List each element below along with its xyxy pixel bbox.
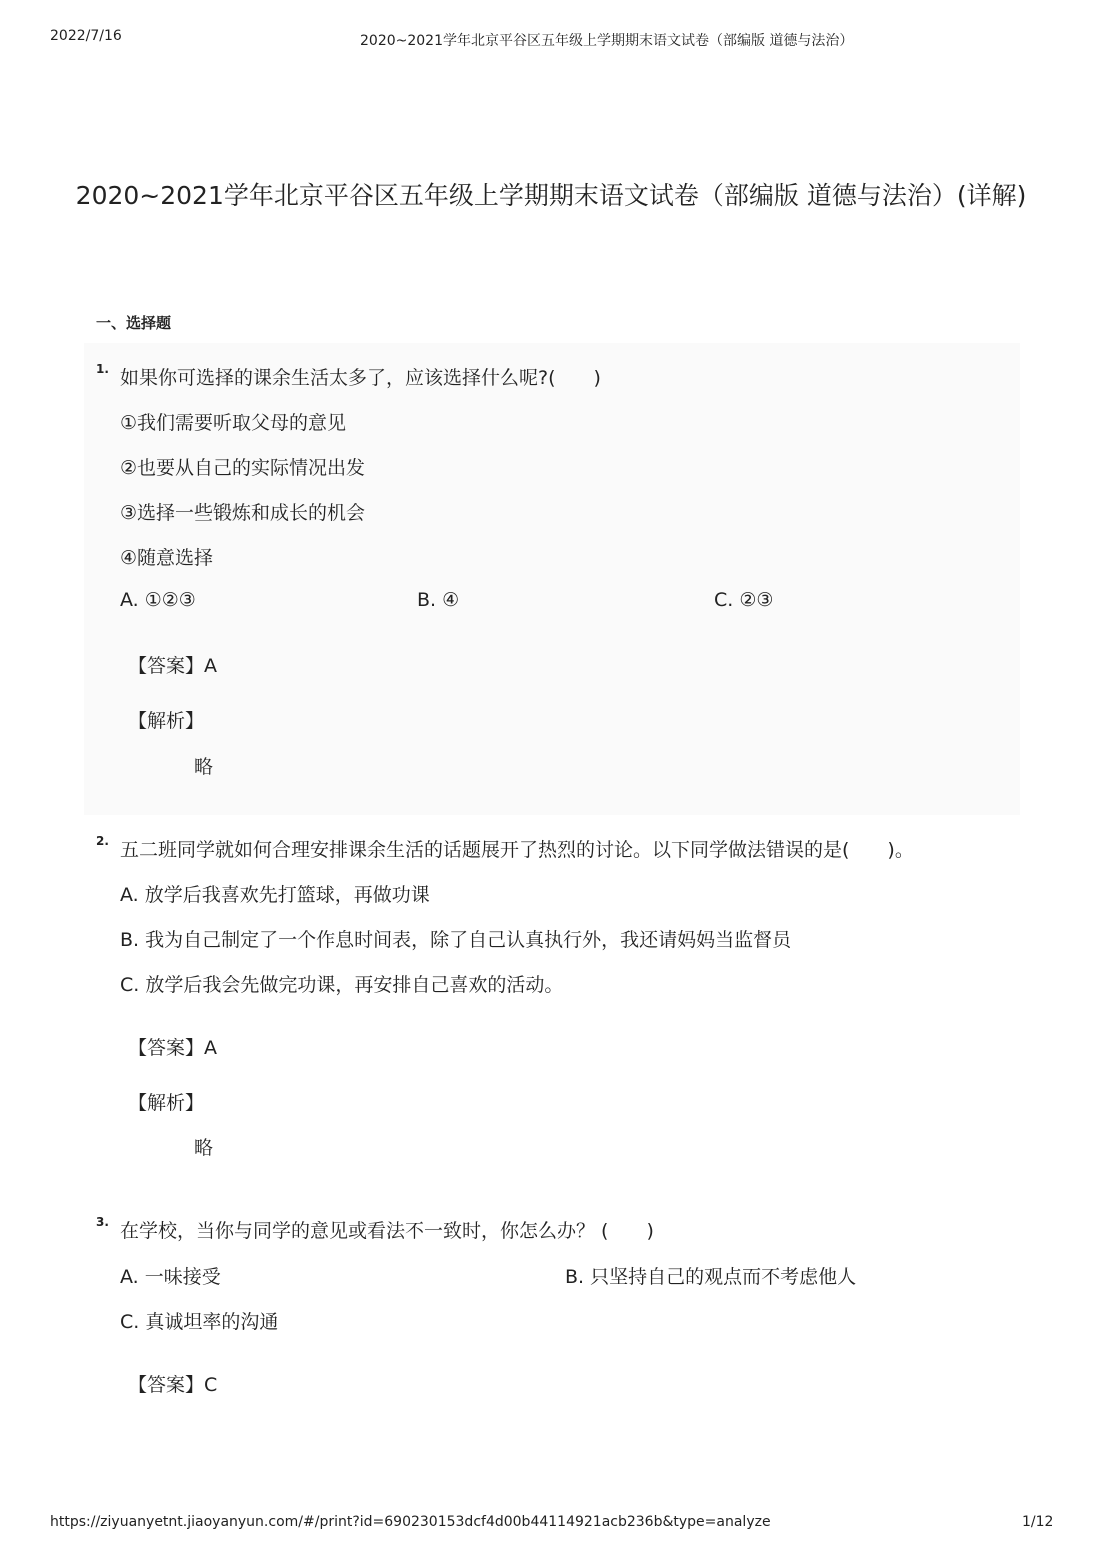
question-3-answer: 【答案】C bbox=[128, 1374, 218, 1396]
page-title: 2020~2021学年北京平谷区五年级上学期期末语文试卷（部编版 道德与法治）(详解) bbox=[75, 181, 1027, 210]
question-1-item: ③选择一些锻炼和成长的机会 bbox=[120, 502, 366, 524]
section-heading: 一、选择题 bbox=[96, 314, 172, 332]
question-1-answer: 【答案】A bbox=[128, 655, 217, 677]
question-1-option-a: A. ①②③ bbox=[120, 589, 196, 611]
question-1-analysis-label: 【解析】 bbox=[128, 710, 205, 732]
question-3-option-c: C. 真诚坦率的沟通 bbox=[120, 1311, 279, 1333]
question-1-stem: 如果你可选择的课余生活太多了，应该选择什么呢?( ) bbox=[120, 367, 601, 389]
question-2-analysis: 略 bbox=[194, 1137, 214, 1159]
question-2-answer: 【答案】A bbox=[128, 1037, 217, 1059]
question-2-number: 2. bbox=[96, 834, 109, 848]
question-1-item: ①我们需要听取父母的意见 bbox=[120, 412, 347, 434]
question-1-number: 1. bbox=[96, 362, 109, 376]
footer-url: https://ziyuanyetnt.jiaoyanyun.com/#/print?id=690230153dcf4d00b44114921acb236b&type=analyze bbox=[50, 1514, 771, 1530]
question-1-item: ②也要从自己的实际情况出发 bbox=[120, 457, 366, 479]
question-3-stem: 在学校，当你与同学的意见或看法不一致时，你怎么办？ ( ) bbox=[120, 1220, 654, 1242]
question-1-analysis: 略 bbox=[194, 756, 214, 778]
question-2-option-a: A. 放学后我喜欢先打篮球，再做功课 bbox=[120, 884, 430, 906]
question-2-analysis-label: 【解析】 bbox=[128, 1092, 205, 1114]
question-1-item: ④随意选择 bbox=[120, 547, 214, 569]
header-doc-title: 2020~2021学年北京平谷区五年级上学期期末语文试卷（部编版 道德与法治） bbox=[360, 33, 854, 49]
print-date: 2022/7/16 bbox=[50, 28, 122, 44]
question-1-option-b: B. ④ bbox=[417, 589, 460, 611]
question-3-option-b: B. 只坚持自己的观点而不考虑他人 bbox=[565, 1266, 857, 1288]
question-2-stem: 五二班同学就如何合理安排课余生活的话题展开了热烈的讨论。以下同学做法错误的是( )。 bbox=[120, 839, 914, 861]
page-number: 1/12 bbox=[1022, 1514, 1054, 1530]
question-2-option-c: C. 放学后我会先做完功课，再安排自己喜欢的活动。 bbox=[120, 974, 564, 996]
question-3-option-a: A. 一味接受 bbox=[120, 1266, 221, 1288]
question-3-number: 3. bbox=[96, 1215, 109, 1229]
question-1-option-c: C. ②③ bbox=[714, 589, 774, 611]
question-2-option-b: B. 我为自己制定了一个作息时间表，除了自己认真执行外，我还请妈妈当监督员 bbox=[120, 929, 792, 951]
